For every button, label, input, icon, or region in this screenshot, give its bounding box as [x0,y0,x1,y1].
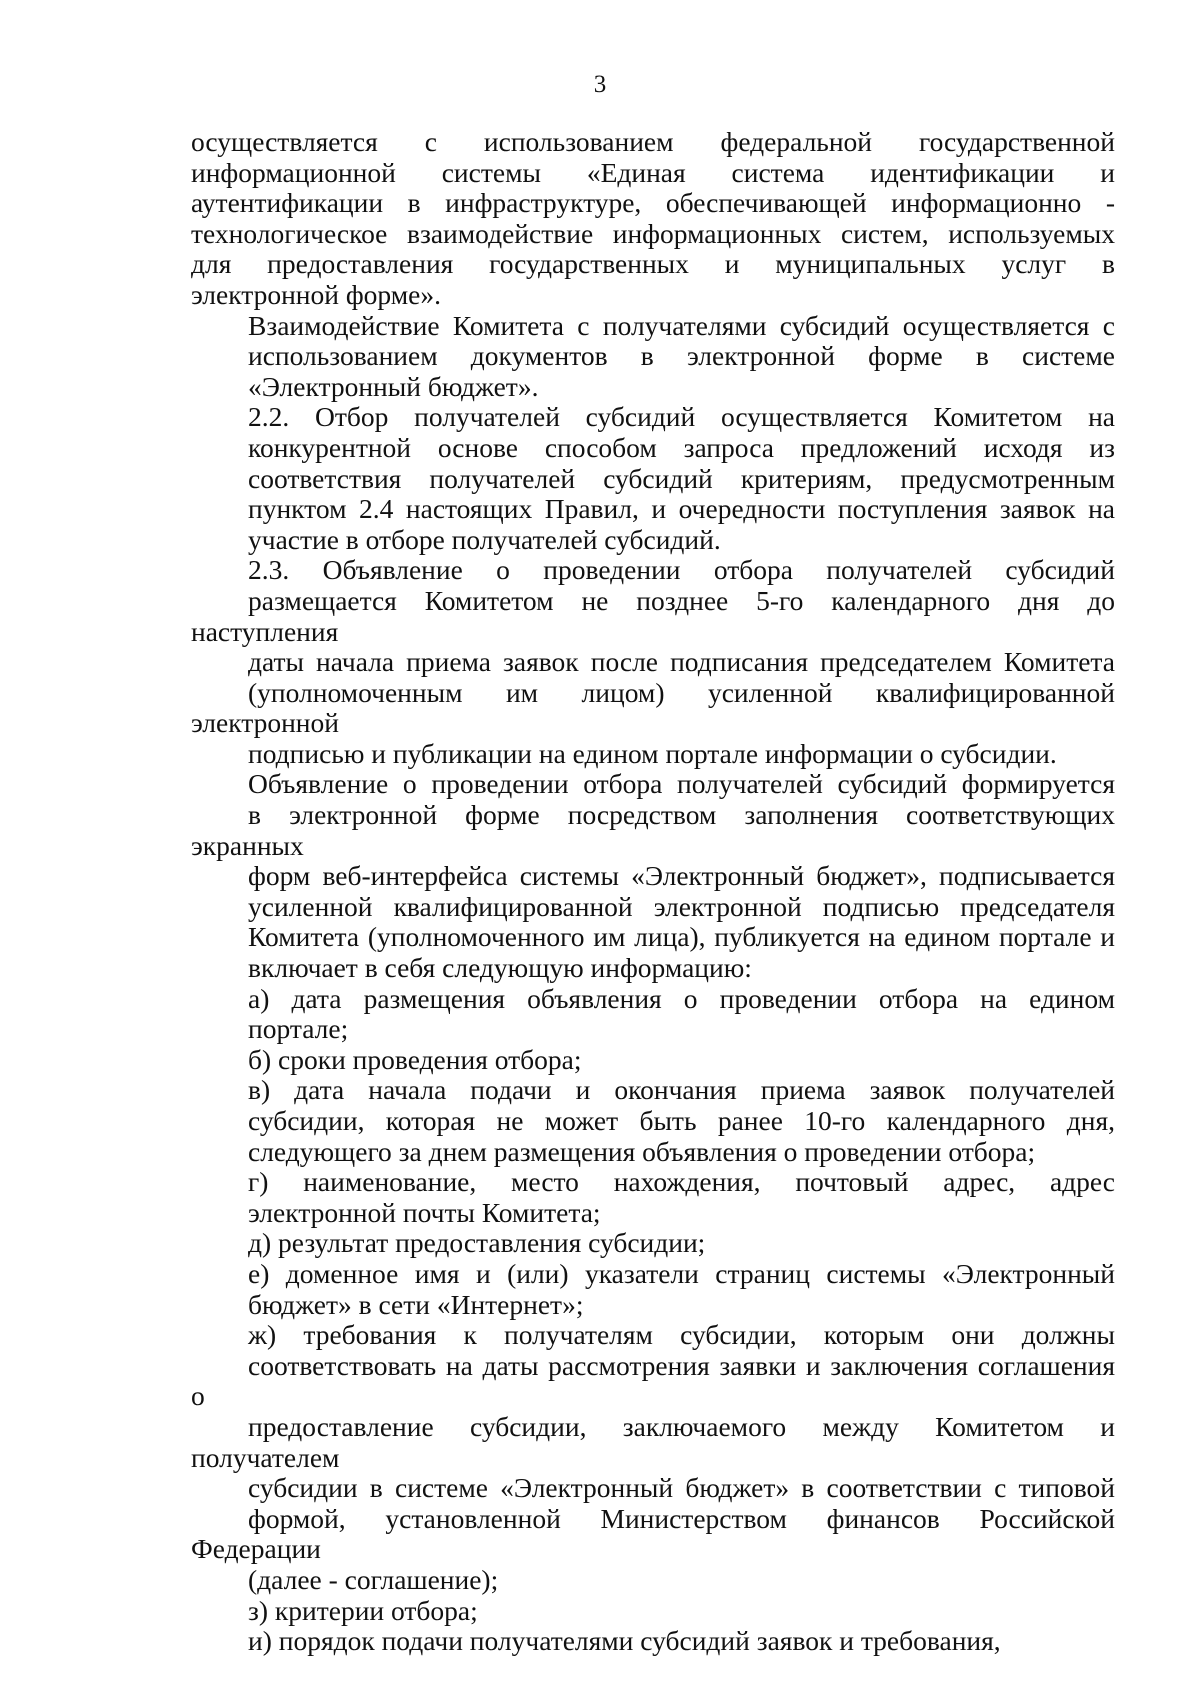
text-line: подписью и публикации на едином портале информации о субсидии. [248,737,1057,769]
text-line: аутентификации в инфраструктуре, обеспечивающей информационно - [191,187,1115,219]
paragraph [191,1320,1115,1595]
text-line: субсидии в системе «Электронный бюджет» в соответствии с типовой [248,1472,1115,1504]
text-line: соответствовать на даты рассмотрения заявки и заключения соглашения о [191,1349,1115,1412]
text-line: использованием документов в электронной форме в системе [248,340,1115,372]
paragraph [191,1228,1115,1259]
text-line: (уполномоченным им лицом) усиленной квалифицированной электронной [191,676,1115,739]
text-line: бюджет» в сети «Интернет»; [248,1288,584,1320]
text-line: и) порядок подачи получателями субсидий заявок и требования, [248,1625,1001,1657]
text-line: электронной форме». [191,278,441,310]
text-line: в электронной форме посредством заполнения соответствующих экранных [191,799,1115,861]
text-line: включает в себя следующую информацию: [248,952,752,984]
paragraph [191,402,1115,555]
text-line: «Электронный бюджет». [248,370,539,402]
text-line: б) сроки проведения отбора; [248,1043,582,1075]
text-line: д) результат предоставления субсидии; [248,1227,706,1259]
text-line: следующего за днем размещения объявления о проведении отбора; [248,1135,1036,1167]
text-line: конкурентной основе способом запроса предложений исходя из [248,431,1115,463]
text-line: даты начала приема заявок после подписания председателем Комитета [248,646,1115,678]
text-line: субсидии, которая не может быть ранее 10-го календарного дня, [248,1105,1115,1136]
paragraph [191,984,1115,1045]
text-line: осуществляется с использованием федеральной государственной [191,126,1115,157]
paragraph [191,1167,1115,1228]
paragraph [191,1045,1115,1076]
text-line: форм веб-интерфейса системы «Электронный бюджет», подписывается [248,860,1115,892]
text-line: соответствия получателей субсидий критериям, предусмотренным [248,462,1115,494]
text-line: размещается Комитетом не позднее 5-го календарного дня до наступления [191,584,1115,647]
text-line: для предоставления государственных и муниципальных услуг в [191,248,1115,280]
text-line: 2.2. Отбор получателей субсидий осуществляется Комитетом на [248,401,1115,433]
document-body [191,127,1115,1657]
paragraph [191,1596,1115,1627]
text-line: 2.3. Объявление о проведении отбора получателей субсидий [248,554,1115,586]
text-line: Комитета (уполномоченного им лица), публикуется на едином портале и [248,921,1115,953]
text-line: технологическое взаимодействие информационных систем, используемых [191,217,1115,249]
text-line: информационной системы «Единая система идентификации и [191,156,1115,188]
text-line: ж) требования к получателям субсидии, которым они должны [248,1319,1115,1351]
paragraph [191,769,1115,983]
text-line: (далее - соглашение); [248,1563,499,1595]
paragraph [191,311,1115,403]
text-line: участие в отборе получателей субсидий. [248,523,721,555]
page-number: 3 [593,71,607,98]
text-line: электронной почты Комитета; [248,1196,601,1228]
paragraph [191,1259,1115,1320]
text-line: предоставление субсидии, заключаемого между Комитетом и получателем [191,1410,1115,1473]
text-line: пунктом 2.4 настоящих Правил, и очередности поступления заявок на [248,493,1115,525]
paragraph [191,555,1115,769]
text-line: портале; [248,1013,349,1045]
text-line: з) критерии отбора; [248,1594,478,1626]
text-line: г) наименование, место нахождения, почтовый адрес, адрес [248,1166,1115,1198]
text-line: усиленной квалифицированной электронной подписью председателя [248,890,1115,922]
text-line: Объявление о проведении отбора получателей субсидий формируется [248,768,1115,800]
paragraph [191,1075,1115,1167]
text-line: в) дата начала подачи и окончания приема заявок получателей [248,1074,1115,1106]
text-line: а) дата размещения объявления о проведении отбора на едином [248,982,1115,1014]
text-line: е) доменное имя и (или) указатели страниц системы «Электронный [248,1257,1115,1289]
text-line: Взаимодействие Комитета с получателями субсидий осуществляется с [248,309,1115,341]
paragraph [191,1626,1115,1657]
text-line: формой, установленной Министерством финансов Российской Федерации [191,1502,1115,1565]
paragraph [191,127,1115,311]
